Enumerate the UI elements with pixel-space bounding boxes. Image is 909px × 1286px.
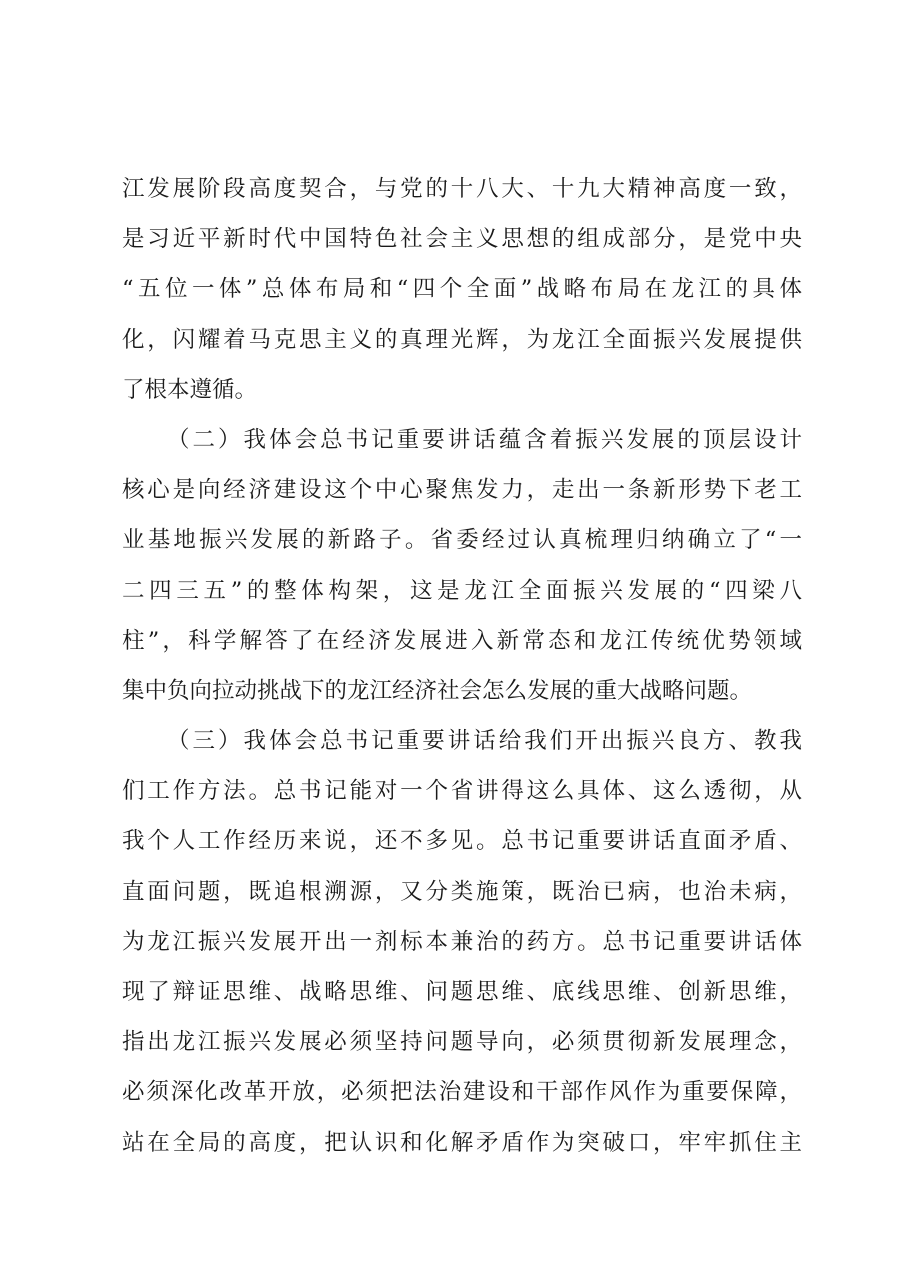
paragraph-two (122, 415, 802, 716)
text-line: （二）我体会总书记重要讲话蕴含着振兴发展的顶层设计 (167, 426, 802, 453)
paragraph-three (122, 716, 802, 1168)
text-line: 现了辩证思维、战略思维、问题思维、底线思维、创新思维， (122, 979, 802, 1005)
text-line: 们工作方法。总书记能对一个省讲得这么具体、这么透彻，从 (122, 778, 802, 805)
text-line: 化，闪耀着马克思主义的真理光辉，为龙江全面振兴发展提供 (122, 326, 802, 353)
text-line: 二四三五”的整体构架，这是龙江全面振兴发展的“四梁八 (122, 577, 802, 604)
text-line: 核心是向经济建设这个中心聚焦发力，走出一条新形势下老工 (122, 477, 802, 504)
text-line: （三）我体会总书记重要讲话给我们开出振兴良方、教我 (167, 728, 802, 755)
text-line: 集中负向拉动挑战下的龙江经济社会怎么发展的重大战略问题。 (122, 677, 753, 704)
text-line: 必须深化改革开放，必须把法治建设和干部作风作为重要保障， (122, 1079, 802, 1106)
text-line: 是习近平新时代中国特色社会主义思想的组成部分，是党中央 (122, 226, 802, 253)
text-line: 指出龙江振兴发展必须坚持问题导向，必须贯彻新发展理念， (122, 1029, 802, 1056)
paragraph-continuation (122, 164, 802, 415)
text-line: 了根本遵循。 (122, 376, 258, 403)
text-line: 业基地振兴发展的新路子。省委经过认真梳理归纳确立了“一 (122, 527, 802, 554)
text-line: 为龙江振兴发展开出一剂标本兼治的药方。总书记重要讲话体 (122, 928, 802, 955)
document-body (122, 164, 802, 1168)
text-line: 站在全局的高度，把认识和化解矛盾作为突破口，牢牢抓住主 (122, 1129, 802, 1156)
text-line: “五位一体”总体布局和“四个全面”战略布局在龙江的具体 (122, 276, 802, 303)
text-line: 直面问题，既追根溯源，又分类施策，既治已病，也治未病， (122, 878, 802, 905)
text-line: 柱”，科学解答了在经济发展进入新常态和龙江传统优势领域 (122, 627, 802, 654)
text-line: 我个人工作经历来说，还不多见。总书记重要讲话直面矛盾、 (122, 828, 802, 855)
text-line: 江发展阶段高度契合，与党的十八大、十九大精神高度一致， (122, 176, 802, 202)
